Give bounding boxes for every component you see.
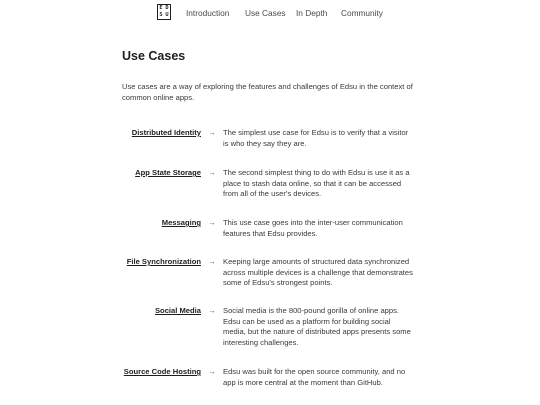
logo-letter: E bbox=[159, 4, 163, 11]
use-case-description: The simplest use case for Edsu is to verify that a visitor is who they say they are. bbox=[223, 128, 409, 148]
use-case-link[interactable]: Messaging bbox=[161, 218, 201, 227]
arrow-right-icon: → bbox=[208, 257, 216, 266]
nav-link-use-cases[interactable]: Use Cases bbox=[245, 8, 286, 18]
use-case-link[interactable]: Distributed Identity bbox=[131, 128, 201, 137]
use-case-description: The second simplest thing to do with Edsu is use it as a place to stash data online, so that it can be accessed from all of the user's devices. bbox=[223, 168, 410, 199]
intro-paragraph: Use cases are a way of exploring the features and challenges of Edsu in the context of common online apps. bbox=[122, 82, 413, 102]
use-case-link[interactable]: Source Code Hosting bbox=[123, 367, 201, 376]
logo-letter: D bbox=[165, 4, 169, 11]
use-case-link[interactable]: App State Storage bbox=[135, 168, 201, 177]
use-case-description: This use case goes into the inter-user communication features that Edsu provides. bbox=[223, 218, 403, 238]
logo-letter: S bbox=[159, 11, 163, 18]
arrow-right-icon: → bbox=[208, 306, 216, 315]
nav-link-introduction[interactable]: Introduction bbox=[186, 8, 230, 18]
arrow-right-icon: → bbox=[208, 218, 216, 227]
page-title: Use Cases bbox=[122, 49, 186, 63]
nav-link-community[interactable]: Community bbox=[341, 8, 383, 18]
arrow-right-icon: → bbox=[208, 367, 216, 376]
use-case-description: Social media is the 800-pound gorilla of online apps. Edsu can be used as a platform for building social media, but the nature of distributed apps presents some interesting challenges. bbox=[223, 306, 411, 348]
use-case-link[interactable]: File Synchronization bbox=[126, 257, 201, 266]
use-case-description: Edsu was built for the open source community, and no app is more central at the moment than GitHub. bbox=[223, 367, 406, 387]
top-navigation bbox=[0, 4, 540, 22]
use-case-description: Keeping large amounts of structured data synchronized across multiple devices is a challenge that demonstrates some of Edsu's strongest points. bbox=[223, 257, 413, 288]
arrow-right-icon: → bbox=[208, 168, 216, 177]
nav-link-in-depth[interactable]: In Depth bbox=[296, 8, 328, 18]
edsu-logo[interactable] bbox=[157, 4, 171, 20]
logo-letter: U bbox=[165, 11, 169, 18]
use-case-link[interactable]: Social Media bbox=[154, 306, 201, 315]
arrow-right-icon: → bbox=[208, 128, 216, 137]
